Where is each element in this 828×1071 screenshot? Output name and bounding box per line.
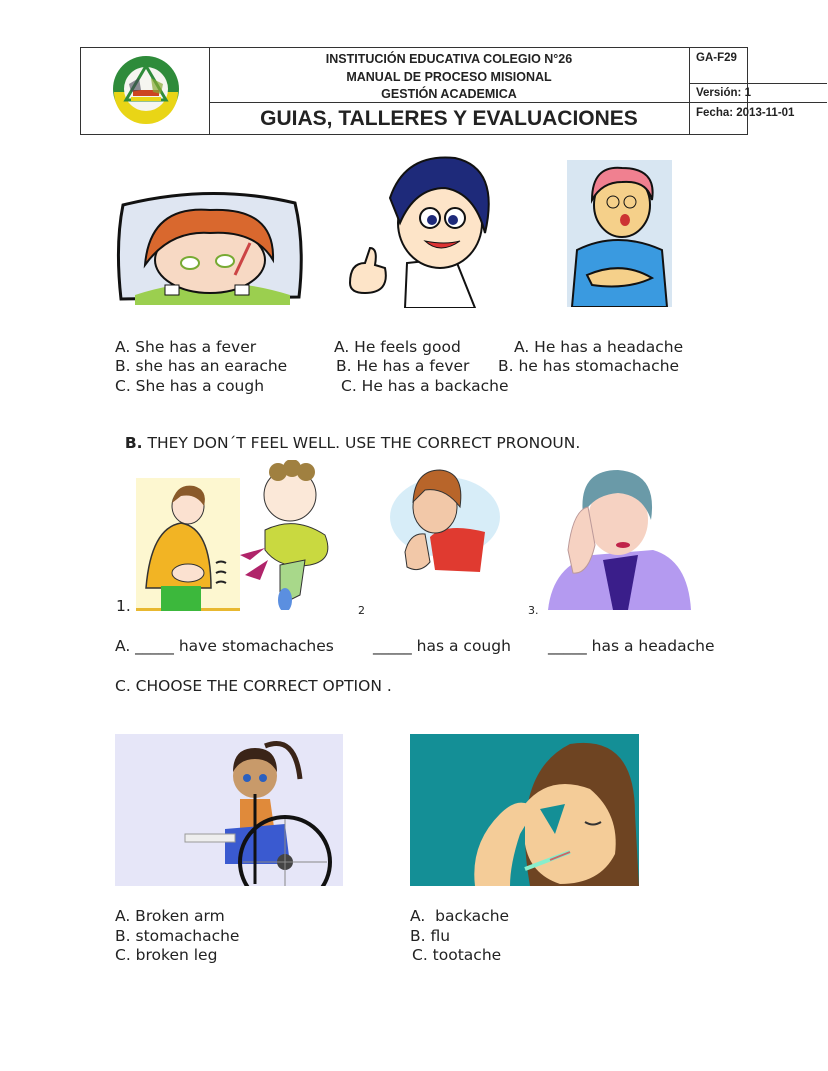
document-code: GA-F29 xyxy=(689,48,827,84)
image-number-2: 2 xyxy=(358,604,365,617)
image-number-1: 1. xyxy=(116,597,131,615)
document-date: Fecha: 2013-11-01 xyxy=(696,107,795,119)
boy-holding-stomach-icon xyxy=(567,160,672,307)
meta-cell xyxy=(689,48,795,134)
option[interactable]: C. tootache xyxy=(412,946,502,964)
fill-blank-1[interactable]: A. _____ have stomachaches xyxy=(115,637,334,655)
document-version: Versión: 1 xyxy=(689,84,827,103)
section-b-letter: B. xyxy=(124,434,143,452)
institution-name: INSTITUCIÓN EDUCATIVA COLEGIO N°26 xyxy=(325,52,573,66)
title-cell xyxy=(209,48,690,134)
boy-coughing-icon xyxy=(385,462,500,577)
option[interactable]: C. He has a backache xyxy=(341,377,509,395)
girl-in-wheelchair-icon xyxy=(115,734,343,886)
area-name: GESTIÓN ACADEMICA xyxy=(381,87,517,101)
fill-blank-3[interactable]: _____ has a headache xyxy=(548,637,715,655)
option[interactable]: A. She has a fever xyxy=(115,338,257,356)
manual-name: MANUAL DE PROCESO MISIONAL xyxy=(346,69,552,84)
kid-stomach-pain-icon xyxy=(240,460,345,610)
section-c-title: C. CHOOSE THE CORRECT OPTION . xyxy=(115,677,392,695)
fill-blank-2[interactable]: _____ has a cough xyxy=(373,637,511,655)
option[interactable]: B. he has stomachache xyxy=(498,357,680,375)
option[interactable]: B. she has an earache xyxy=(115,357,288,375)
image-number-3: 3. xyxy=(528,604,539,617)
document-header-table xyxy=(80,47,795,135)
option[interactable]: B. stomachache xyxy=(115,927,240,945)
option[interactable]: A. He feels good xyxy=(334,338,461,356)
section-b-title: THEY DON´T FEEL WELL. USE THE CORRECT PRONOUN. xyxy=(147,434,581,452)
option[interactable]: C. She has a cough xyxy=(115,377,265,395)
option[interactable]: A. Broken arm xyxy=(115,907,225,925)
document-title: GUIAS, TALLERES Y EVALUACIONES xyxy=(260,107,638,130)
option[interactable]: B. He has a fever xyxy=(336,357,470,375)
institution-block xyxy=(209,48,689,103)
option[interactable]: A. backache xyxy=(410,907,510,925)
logo-cell xyxy=(81,48,210,134)
option[interactable]: B. flu xyxy=(410,927,451,945)
woman-headache-icon xyxy=(543,465,693,612)
sick-girl-in-bed-icon xyxy=(115,185,305,307)
school-crest-icon xyxy=(111,54,181,124)
option[interactable]: C. broken leg xyxy=(115,946,218,964)
woman-with-flu-icon xyxy=(410,734,639,886)
section-b-heading xyxy=(115,415,580,453)
option[interactable]: A. He has a headache xyxy=(514,338,684,356)
happy-boy-thumbs-up-icon xyxy=(345,153,500,308)
boy-stomachache-icon xyxy=(136,478,240,611)
